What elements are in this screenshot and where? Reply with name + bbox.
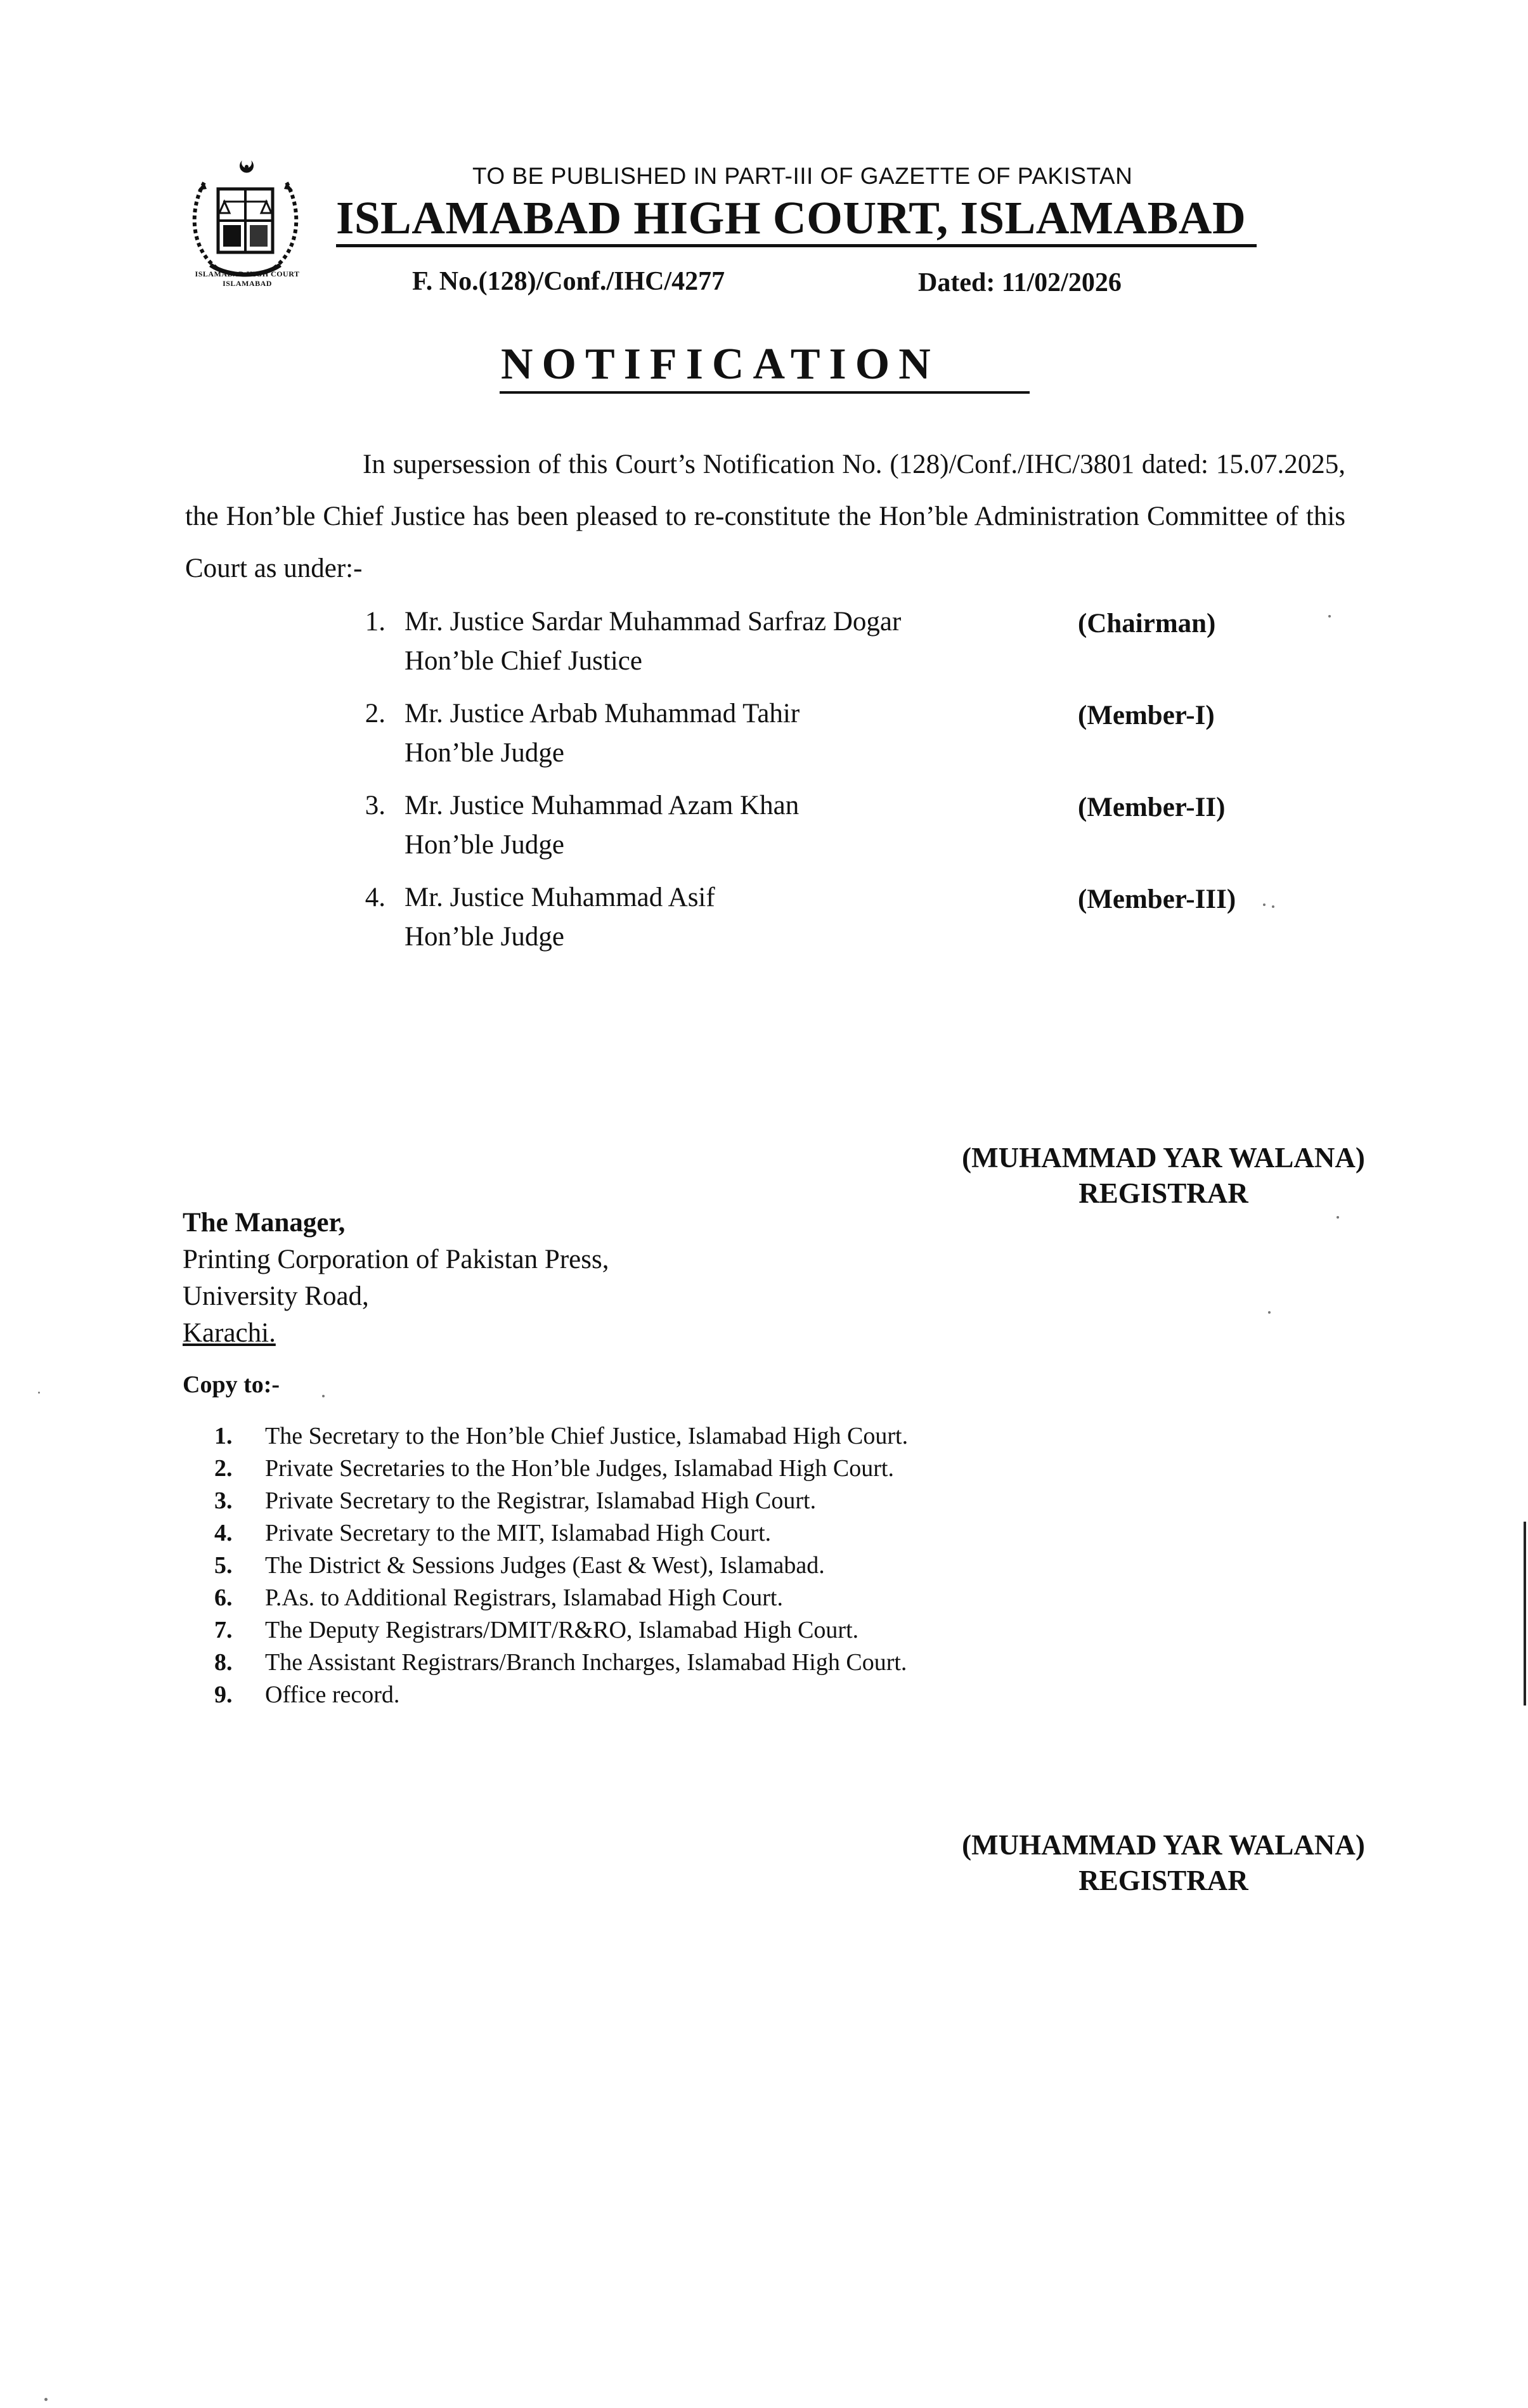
member-role: (Member-I)	[1078, 701, 1215, 730]
list-item: 7. The Deputy Registrars/DMIT/R&RO, Islamabad High Court.	[214, 1617, 859, 1643]
scan-speck	[1272, 905, 1274, 908]
recipient-line: Karachi.	[183, 1318, 276, 1348]
court-emblem-icon	[179, 154, 312, 287]
member-role: (Member-II)	[1078, 793, 1226, 822]
recipient-line: Printing Corporation of Pakistan Press,	[183, 1245, 609, 1274]
scan-speck	[38, 1392, 40, 1394]
registrar-designation: REGISTRAR	[1078, 1865, 1248, 1896]
signature-block	[910, 1140, 1417, 1211]
recipient-to: The Manager,	[183, 1208, 346, 1238]
list-item: 6. P.As. to Additional Registrars, Islamabad High Court.	[214, 1584, 783, 1611]
court-name-underline	[336, 244, 1257, 247]
list-item: 2. Private Secretaries to the Hon’ble Judges, Islamabad High Court.	[214, 1455, 894, 1482]
recipient-address	[183, 1205, 609, 1352]
list-item: 9. Office record.	[214, 1681, 400, 1708]
scan-edge-line	[1524, 1522, 1526, 1706]
gazette-line: TO BE PUBLISHED IN PART-III OF GAZETTE OF PAKISTAN	[472, 163, 1133, 189]
recipient-line: University Road,	[183, 1281, 369, 1311]
member-title: Hon’ble Judge	[405, 738, 564, 768]
signature-block	[910, 1827, 1417, 1898]
scan-speck	[1263, 903, 1266, 906]
file-number: F. No.(128)/Conf./IHC/4277	[412, 267, 725, 296]
member-title: Hon’ble Judge	[405, 922, 564, 952]
date: Dated: 11/02/2026	[918, 268, 1122, 297]
copy-to-heading: Copy to:-	[183, 1371, 280, 1398]
list-item: 4. Private Secretary to the MIT, Islamabad High Court.	[214, 1520, 772, 1546]
member-title: Hon’ble Chief Justice	[405, 646, 642, 676]
scan-speck	[1328, 615, 1331, 618]
page-title: NOTIFICATION	[501, 340, 940, 389]
scan-speck	[322, 1395, 325, 1397]
registrar-name: (MUHAMMAD YAR WALANA)	[962, 1142, 1365, 1174]
list-item: 5. The District & Sessions Judges (East & West), Islamabad.	[214, 1552, 825, 1579]
scan-speck	[1337, 1216, 1339, 1219]
list-item: 1. The Secretary to the Hon’ble Chief Justice, Islamabad High Court.	[214, 1423, 909, 1449]
member-role: (Member-III)	[1078, 884, 1236, 914]
member-number: 1.	[365, 607, 385, 637]
member-number: 3.	[365, 791, 385, 820]
scan-speck	[44, 2398, 48, 2401]
member-name: Mr. Justice Muhammad Azam Khan	[405, 791, 800, 820]
scan-speck	[1268, 1311, 1271, 1314]
member-name: Mr. Justice Muhammad Asif	[405, 883, 715, 912]
member-name: Mr. Justice Sardar Muhammad Sarfraz Dogar	[405, 607, 902, 637]
court-name: ISLAMABAD HIGH COURT, ISLAMABAD	[336, 192, 1246, 243]
member-number: 2.	[365, 699, 385, 728]
member-name: Mr. Justice Arbab Muhammad Tahir	[405, 699, 800, 728]
member-number: 4.	[365, 883, 385, 912]
registrar-designation: REGISTRAR	[1078, 1177, 1248, 1209]
copy-to-list	[214, 1420, 908, 1711]
member-title: Hon’ble Judge	[405, 830, 564, 860]
title-underline	[500, 391, 1030, 394]
list-item: 3. Private Secretary to the Registrar, Islamabad High Court.	[214, 1487, 817, 1514]
member-role: (Chairman)	[1078, 609, 1216, 638]
emblem-caption: ISLAMABAD HIGH COURT ISLAMABAD	[195, 269, 300, 288]
registrar-name: (MUHAMMAD YAR WALANA)	[962, 1829, 1365, 1861]
list-item: 8. The Assistant Registrars/Branch Incharges, Islamabad High Court.	[214, 1649, 907, 1676]
notification-paragraph: In supersession of this Court’s Notification No. (128)/Conf./IHC/3801 dated: 15.07.2025, the Hon’ble Chief Justice has been pleased to re-constitute the Hon’ble Administration Committee of this Court as under:-	[185, 450, 1345, 583]
